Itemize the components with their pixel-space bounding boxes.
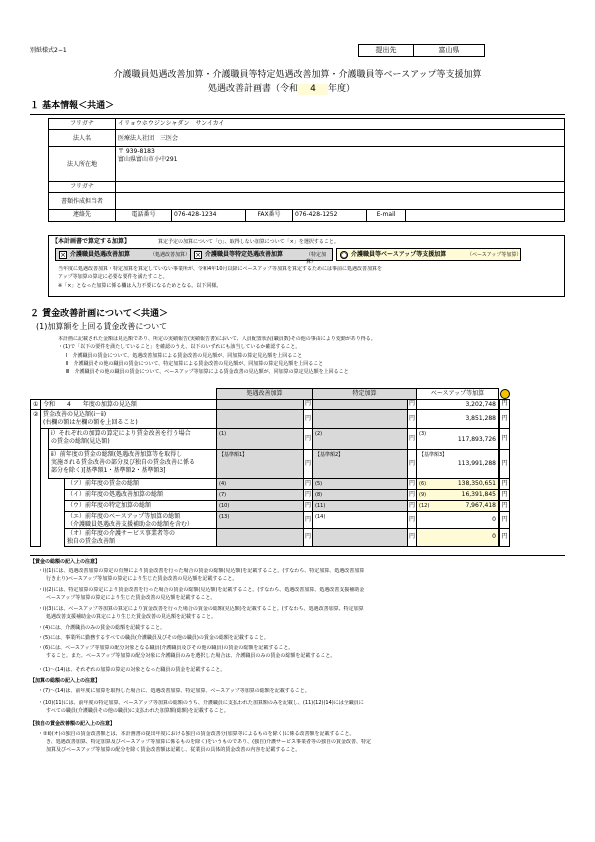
row-b-m2: (8) bbox=[315, 492, 323, 498]
yen-unit: 円 bbox=[407, 478, 417, 490]
row-i-v3: 117,893,726 bbox=[457, 436, 496, 443]
option-baseup-note: （ベースアップ等加算） bbox=[467, 252, 522, 258]
yen-unit: 円 bbox=[499, 449, 510, 479]
title-year[interactable]: 4 bbox=[298, 84, 328, 95]
row-d-v2[interactable] bbox=[312, 511, 417, 529]
email-value[interactable] bbox=[405, 209, 565, 222]
row-e-v2[interactable] bbox=[312, 528, 417, 547]
row-e-v3: 0 bbox=[492, 533, 496, 540]
yen-unit: 円 bbox=[407, 409, 417, 429]
option-baseup-mark[interactable]: ○ bbox=[341, 251, 348, 259]
row-ii-label-cell bbox=[48, 449, 217, 479]
fax-label: FAX番号 bbox=[245, 209, 293, 222]
furigana-label: フリガナ bbox=[48, 118, 116, 130]
option-tokutei[interactable] bbox=[190, 248, 333, 265]
row-b-label: （イ）前年度の処遇改善加算の総額 bbox=[64, 489, 217, 501]
row-i-m1: (1) bbox=[219, 431, 227, 437]
yen-unit: 円 bbox=[499, 500, 510, 512]
section2-intro2: ・(1)で「以下の要件を満たしていること」を確認のうえ、以下のいずれにも該当しているか確認すること。 bbox=[58, 344, 301, 350]
row-ii-v1 bbox=[216, 449, 313, 479]
row-c-m3: (12) bbox=[419, 503, 430, 509]
col-header-shogu: 処遇改善加算 bbox=[216, 388, 313, 400]
row-ii-m1: 【基準額1】 bbox=[219, 452, 248, 458]
row-ii-m3: 【基準額3】 bbox=[419, 452, 448, 458]
yen-unit: 円 bbox=[499, 409, 510, 429]
yen-unit: 円 bbox=[407, 489, 417, 501]
row-a-m1: (4) bbox=[219, 481, 227, 487]
submit-value-cell bbox=[413, 44, 485, 57]
plan-select-instruction: 算定予定の加算について「○」、取得しない加算について「×」を選択すること。 bbox=[158, 239, 339, 245]
row-b-m3: (9) bbox=[419, 492, 427, 498]
option-shogu-mark[interactable]: × bbox=[60, 251, 66, 259]
row-i-v1[interactable] bbox=[216, 428, 313, 450]
row-i-label-cell bbox=[48, 428, 217, 450]
notes-h2: 【加算の総額の記入上の注意】 bbox=[30, 678, 101, 684]
yen-unit: 円 bbox=[407, 428, 417, 450]
note9: ・(10)(11)には、前年度の特定加算、ベースアップ等加算の総額のうち、介護職員に支払われた加算額のみを記載し、(11)(12)(14)には全職員に bbox=[38, 700, 364, 706]
row-i-v2[interactable] bbox=[312, 428, 417, 450]
row2-label2: (右欄の額は左欄の額を上回ること) bbox=[43, 419, 138, 426]
row-d-m2: (14) bbox=[315, 514, 326, 520]
yen-unit: 円 bbox=[303, 489, 313, 501]
form-number: 別紙様式2−1 bbox=[30, 47, 67, 54]
note8: ・(7)〜(14)は、前年度に加算を取得した場合に、処遇改善加算、特定加算、ベースアップ等加算の総額を記載すること。 bbox=[38, 688, 310, 694]
row-a-v3: 138,350,651 bbox=[457, 480, 496, 487]
divider bbox=[30, 114, 565, 115]
yen-unit: 円 bbox=[407, 511, 417, 529]
address-cell bbox=[115, 146, 565, 182]
yen-unit: 円 bbox=[303, 478, 313, 490]
row-a-m2: (5) bbox=[315, 481, 323, 487]
row-d-m1: (13) bbox=[219, 514, 230, 520]
note1: ・ⅰ)(1)には、処遇改善加算の算定の有無により賃金改善を行った場合の賃金の総額(見込額)を記載すること。(すなわち、特定加算、処遇改善加算 bbox=[38, 568, 365, 574]
submit-value: 富山県 bbox=[438, 46, 460, 54]
row2-label: 賃金改善の見込額(ⅰ－ⅱ) bbox=[43, 411, 107, 418]
note7: ・(1)〜(14)は、それぞれの加算の算定の対象となった職員の賃金を記載すること。 bbox=[38, 667, 226, 673]
yen-unit: 円 bbox=[303, 409, 313, 429]
row-ii-label: ⅱ）前年度の賃金の総額(処遇改善加算等を取得し bbox=[51, 451, 183, 458]
creator-label: 書類作成担当者 bbox=[48, 192, 116, 210]
row2-v2 bbox=[312, 409, 417, 429]
row-c-label: （ウ）前年度の特定加算の総額 bbox=[64, 500, 217, 512]
row-c-v3: 7,967,418 bbox=[465, 502, 496, 509]
row-d-v3: 0 bbox=[492, 516, 496, 523]
row-e-label: （オ）前年度の介護サービス事業者等の bbox=[67, 530, 176, 537]
row-i-label2: の賃金の総額(見込額) bbox=[51, 438, 110, 445]
title-pre: 処遇改善計画書（令和 bbox=[208, 84, 299, 94]
row1-v3: 3,202,748 bbox=[416, 399, 499, 410]
note9b: すべての職員(介護職員その他の職員)に支払われた加算額(総額)を記載すること。 bbox=[46, 708, 229, 714]
yen-unit: 円 bbox=[499, 528, 510, 547]
option-tokutei-note: （特定加算） bbox=[306, 252, 327, 265]
row1-label: 令和 4 年度の加算の見込額 bbox=[40, 399, 217, 410]
submit-label: 提出先 bbox=[375, 46, 397, 54]
col-header-tokutei: 特定加算 bbox=[312, 388, 417, 400]
row-a-label: （ア）前年度の賃金の総額 bbox=[64, 478, 217, 490]
yen-unit: 円 bbox=[303, 449, 313, 479]
zip-code[interactable]: 〒 939-8183 bbox=[118, 148, 155, 155]
section2-heading: ２ 賃金改善計画について＜共通＞ bbox=[30, 309, 168, 319]
submit-label-cell bbox=[358, 44, 414, 57]
row-a-m3: (6) bbox=[419, 481, 427, 487]
yen-unit: 円 bbox=[303, 511, 313, 529]
notes-h3: 【独自の賃金改善額の記入上の注意】 bbox=[30, 721, 116, 727]
note3b: 処遇改善支援補助金の算定により生じた賃金改善の見込額を記載すること。 bbox=[46, 614, 217, 620]
row-e-v1[interactable] bbox=[216, 528, 313, 547]
plan-note1: 当年度に処遇改善加算・特定加算を算定していない事業所が、令和4年10月以降にベースアップ等加算を算定するためには事前に処遇改善加算を bbox=[58, 266, 382, 272]
section2-item3: Ⅲ 介護職員その他の職員の賃金について、ベースアップ等加算による賃金改善の見込額が、同加算の算定見込額を上回ること bbox=[66, 369, 349, 375]
yen-unit: 円 bbox=[407, 528, 417, 547]
option-tokutei-mark[interactable]: × bbox=[195, 251, 201, 259]
row-i-v3-cell[interactable] bbox=[416, 428, 499, 450]
section1-heading: １ 基本情報＜共通＞ bbox=[30, 101, 115, 111]
yen-unit: 円 bbox=[407, 449, 417, 479]
row-d-label: （エ）前年度のベースアップ等加算の総額 bbox=[67, 513, 181, 520]
note10b: き、処遇改善加算、特定加算及びベースアップ等加算に係るものを除く)をいうものであり、(独自)介護サービス事業者等の独自の賃金改善、特定 bbox=[46, 739, 372, 745]
row-i-label: ⅰ）それぞれの加算の算定により賃金改善を行う場合 bbox=[51, 430, 191, 437]
note4: ・(4)には、介護職員のみの賃金の総額を記載すること。 bbox=[38, 625, 166, 631]
note6: ・(6)には、ベースアップ等加算の配分対象となる職員(介護職員及びその他の職員)の賃金の総額を記載すること。 bbox=[38, 645, 294, 651]
option-shogu-note: （処遇改善加算） bbox=[150, 252, 191, 258]
note1b: 行き止り)ベースアップ等加算の算定により生じた賃金改善の見込額を記載すること。 bbox=[46, 576, 238, 582]
row-ii-v2 bbox=[312, 449, 417, 479]
row-ii-label3: 部分を除く)[基準額1・基準額2・基準額3] bbox=[51, 467, 166, 474]
section2-item2: Ⅱ 介護職員その他の職員の賃金について、特定加算による賃金改善の見込額が、同加算の算定見込額を上回ること bbox=[66, 361, 324, 367]
address-label: 法人所在地 bbox=[48, 146, 116, 182]
yen-unit: 円 bbox=[303, 428, 313, 450]
title-line2 bbox=[208, 84, 355, 95]
note2: ・ⅰ)(2)には、特定加算の算定により賃金改善を行った場合の賃金の総額(見込額)を記載すること。(すなわち、処遇改善加算、処遇改善支援補助金 bbox=[38, 587, 365, 593]
row-b-m1: (7) bbox=[219, 492, 227, 498]
option-baseup[interactable] bbox=[336, 248, 521, 261]
row2-v1 bbox=[216, 409, 313, 429]
furigana2-label: フリガナ bbox=[48, 181, 116, 193]
yen-unit: 円 bbox=[499, 428, 510, 450]
section2-item1: Ⅰ 介護職員の賃金について、処遇改善加算による賃金改善の見込額が、同加算の算定見込額を上回ること bbox=[66, 353, 303, 359]
row-e-label-cell bbox=[64, 528, 217, 547]
row1-no: ① bbox=[30, 399, 41, 410]
contact-label: 連絡先 bbox=[48, 209, 116, 222]
fax-value[interactable]: 076-428-1252 bbox=[292, 209, 367, 222]
baseup-selected-icon bbox=[500, 389, 510, 399]
section2-intro1: 本計画に記載された金額は見込額であり、所定の実績報告(実績報告書)において、人員配置状況(職員数)その他の事由により変動があり得る。 bbox=[58, 336, 376, 342]
row-e-label2: 独自の賃金改善額 bbox=[67, 538, 116, 545]
tel-label: 電話番号 bbox=[115, 209, 172, 222]
row-ii-m2: 【基準額2】 bbox=[315, 452, 344, 458]
title-line1: 介護職員処遇改善加算・介護職員等特定処遇改善加算・介護職員等ベースアップ等支援加算 bbox=[113, 70, 482, 80]
row-ii-v3: 113,991,288 bbox=[457, 460, 496, 467]
note6b: すること。また、ベースアップ等加算の配分対象に介護職員のみを選択した場合は、介護職員のみの賃金の総額を記載すること。 bbox=[46, 653, 336, 659]
creator-value[interactable] bbox=[115, 192, 565, 210]
furigana-value[interactable]: イリョウホウジンシャダン サンイカイ bbox=[115, 118, 565, 130]
option-tokutei-label: 介護職員等特定処遇改善加算 bbox=[205, 251, 284, 258]
row-d-v3-cell bbox=[416, 511, 499, 529]
yen-unit: 円 bbox=[499, 399, 510, 410]
note2b: ベースアップ等加算の算定により生じた賃金改善の見込額を記載すること。 bbox=[46, 595, 216, 601]
address-value[interactable]: 富山県富山市小中291 bbox=[118, 156, 178, 163]
option-shogu[interactable] bbox=[55, 248, 191, 261]
col-header-baseup: ベースアップ等加算 bbox=[416, 388, 499, 400]
yen-unit: 円 bbox=[407, 500, 417, 512]
yen-unit: 円 bbox=[499, 511, 510, 529]
plan-note2: アップ等加算の算定に必要な要件を満たすこと。 bbox=[58, 274, 168, 280]
yen-unit: 円 bbox=[499, 478, 510, 490]
row-c-m1: (10) bbox=[219, 503, 230, 509]
row-i-m2: (2) bbox=[315, 431, 323, 437]
yen-unit: 円 bbox=[303, 500, 313, 512]
note5: ・(5)には、事業所に勤務するすべての職員(介護職員及びその他の職員)の賃金の総額を記載すること。 bbox=[38, 635, 269, 641]
corp-name-value[interactable]: 医療法人社団 三医会 bbox=[115, 129, 565, 147]
row-d-v1[interactable] bbox=[216, 511, 313, 529]
plan-note3: ※「×」となった加算に係る欄は入力不要になるためとなる。以下同様。 bbox=[58, 283, 222, 289]
title-post: 年度） bbox=[328, 84, 356, 94]
row-d-label2: （介護職員処遇改善支援補助金の総額を含む） bbox=[67, 521, 194, 528]
note10: ・②ⅱ)(オ)の独自の賃金改善額とは、本計画書の提出年度における独自の賃金改善分(加算等によるものを除く)に係る改善額を記載すること。 bbox=[38, 731, 355, 737]
row2-no: ② bbox=[30, 409, 41, 547]
yen-unit: 円 bbox=[499, 489, 510, 501]
tel-value[interactable]: 076-428-1234 bbox=[171, 209, 246, 222]
row2-label-cell bbox=[40, 409, 217, 429]
row-b-v3: 16,391,845 bbox=[461, 491, 496, 498]
option-shogu-label: 介護職員処遇改善加算 bbox=[70, 251, 131, 258]
yen-unit: 円 bbox=[303, 399, 313, 410]
row2-v3: 3,851,288 bbox=[416, 409, 499, 429]
row-e-v3-cell[interactable] bbox=[416, 528, 499, 547]
yen-unit: 円 bbox=[407, 399, 417, 410]
row-ii-label2: 実施される賃金改善の部分及び独自の賃金改善に係る bbox=[51, 459, 196, 466]
option-baseup-label: 介護職員等ベースアップ等支援加算 bbox=[351, 251, 447, 258]
yen-unit: 円 bbox=[303, 528, 313, 547]
row-d-label-cell bbox=[64, 511, 217, 529]
plan-select-heading: 【本計画書で算定する加算】 bbox=[52, 238, 131, 245]
notes-divider bbox=[30, 555, 565, 556]
note3: ・ⅰ)(3)には、ベースアップ等加算の算定により賃金改善を行った場合の賃金の総額(見込額)を記載すること。(すなわち、処遇改善加算、特定加算 bbox=[38, 606, 364, 612]
corp-name-label: 法人名 bbox=[48, 129, 116, 147]
email-label: E-mail bbox=[366, 209, 406, 222]
row-i-m3: (3) bbox=[419, 431, 427, 437]
notes-h1: 【賃金の総額の記入上の注意】 bbox=[30, 559, 101, 565]
section2-subheading: (1)加算額を上回る賃金改善について bbox=[36, 322, 168, 331]
row-c-m2: (11) bbox=[315, 503, 326, 509]
row-ii-v3-cell bbox=[416, 449, 499, 479]
note10c: 加算及びベースアップ等加算の配分を除く賃金改善額は記載し、従業員の具体的賃金改善の内容を記載すること。 bbox=[46, 747, 301, 753]
